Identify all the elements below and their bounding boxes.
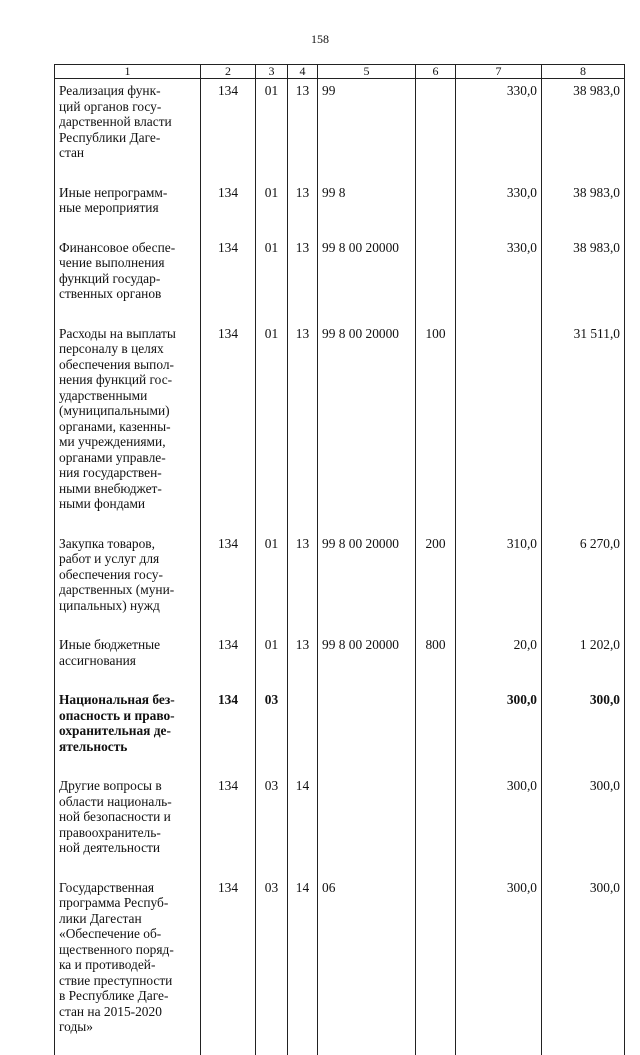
- row-name: Расходы на выплаты персоналу в целях обеспечения выпол- нения функций гос- ударственными (муниципальными) органами, казенны- ми учреждениями, органами управле- ния государствен- ными внебюджет- ными фондами: [55, 322, 201, 532]
- column-header-4: 4: [288, 65, 318, 79]
- table-row: [55, 876, 625, 1055]
- row-code-6: [416, 236, 456, 322]
- row-amount-8: 38 983,0: [542, 236, 625, 322]
- row-code-2: 134: [201, 633, 256, 688]
- table-row: [55, 322, 625, 532]
- row-code-2: 134: [201, 774, 256, 876]
- table-row: [55, 633, 625, 688]
- row-code-6: 200: [416, 532, 456, 634]
- row-code-2: 134: [201, 79, 256, 181]
- row-name: Государственная программа Респуб- лики Дагестан «Обеспечение об- щественного поряд- ка и противодей- ствие преступности в Республике Даге- стан на 2015-2020 годы»: [55, 876, 201, 1055]
- row-amount-8: 300,0: [542, 688, 625, 774]
- column-header-1: 1: [55, 65, 201, 79]
- row-amount-8: 38 983,0: [542, 79, 625, 181]
- row-code-3: 01: [256, 79, 288, 181]
- column-header-7: 7: [456, 65, 542, 79]
- row-name: Реализация функ- ций органов госу- дарственной власти Республики Даге- стан: [55, 79, 201, 181]
- row-code-5: 99 8 00 20000: [318, 532, 416, 634]
- row-code-3: 01: [256, 181, 288, 236]
- row-code-2: 134: [201, 532, 256, 634]
- row-code-4: [288, 688, 318, 774]
- row-name: Иные непрограмм- ные мероприятия: [55, 181, 201, 236]
- row-code-5: 99 8 00 20000: [318, 236, 416, 322]
- row-amount-7: 300,0: [456, 774, 542, 876]
- row-code-5: 99: [318, 79, 416, 181]
- row-code-5: [318, 688, 416, 774]
- row-code-4: 13: [288, 79, 318, 181]
- header-row: [55, 65, 625, 79]
- row-name: Закупка товаров, работ и услуг для обеспечения госу- дарственных (муни- ципальных) нужд: [55, 532, 201, 634]
- row-code-2: 134: [201, 181, 256, 236]
- row-code-5: 99 8 00 20000: [318, 322, 416, 532]
- row-amount-7: 310,0: [456, 532, 542, 634]
- row-code-5: 99 8: [318, 181, 416, 236]
- row-amount-8: 38 983,0: [542, 181, 625, 236]
- row-code-3: 03: [256, 876, 288, 1055]
- row-name: Национальная без- опасность и право- охранительная де- ятельность: [55, 688, 201, 774]
- row-code-6: [416, 876, 456, 1055]
- row-code-3: 01: [256, 532, 288, 634]
- row-amount-8: 300,0: [542, 774, 625, 876]
- row-amount-7: 330,0: [456, 236, 542, 322]
- row-code-3: 01: [256, 322, 288, 532]
- row-code-4: 14: [288, 774, 318, 876]
- row-amount-7: 330,0: [456, 79, 542, 181]
- row-amount-8: 31 511,0: [542, 322, 625, 532]
- row-code-6: [416, 774, 456, 876]
- row-amount-7: 300,0: [456, 876, 542, 1055]
- row-amount-7: 330,0: [456, 181, 542, 236]
- row-code-5: 99 8 00 20000: [318, 633, 416, 688]
- row-code-6: [416, 688, 456, 774]
- budget-table: [54, 64, 625, 1055]
- row-code-3: 03: [256, 774, 288, 876]
- row-code-4: 13: [288, 181, 318, 236]
- row-amount-7: 20,0: [456, 633, 542, 688]
- row-code-3: 01: [256, 633, 288, 688]
- row-code-5: 06: [318, 876, 416, 1055]
- row-code-2: 134: [201, 322, 256, 532]
- row-code-2: 134: [201, 688, 256, 774]
- row-code-3: 03: [256, 688, 288, 774]
- row-name: Финансовое обеспе- чение выполнения функций государ- ственных органов: [55, 236, 201, 322]
- row-code-5: [318, 774, 416, 876]
- row-amount-7: [456, 322, 542, 532]
- row-code-6: 800: [416, 633, 456, 688]
- column-header-8: 8: [542, 65, 625, 79]
- row-amount-8: 1 202,0: [542, 633, 625, 688]
- row-amount-7: 300,0: [456, 688, 542, 774]
- row-amount-8: 300,0: [542, 876, 625, 1055]
- row-code-6: 100: [416, 322, 456, 532]
- table-row: [55, 181, 625, 236]
- column-header-6: 6: [416, 65, 456, 79]
- table-row: [55, 532, 625, 634]
- table-row: [55, 236, 625, 322]
- table-row: [55, 688, 625, 774]
- row-code-4: 13: [288, 532, 318, 634]
- page-number: 158: [311, 32, 329, 46]
- table-row: [55, 774, 625, 876]
- column-header-2: 2: [201, 65, 256, 79]
- row-name: Другие вопросы в области националь- ной безопасности и правоохранитель- ной деятельности: [55, 774, 201, 876]
- row-code-4: 13: [288, 633, 318, 688]
- row-code-4: 13: [288, 322, 318, 532]
- row-code-6: [416, 79, 456, 181]
- row-code-4: 13: [288, 236, 318, 322]
- row-code-4: 14: [288, 876, 318, 1055]
- table-row: [55, 79, 625, 181]
- column-header-5: 5: [318, 65, 416, 79]
- row-code-3: 01: [256, 236, 288, 322]
- row-code-6: [416, 181, 456, 236]
- row-code-2: 134: [201, 876, 256, 1055]
- row-code-2: 134: [201, 236, 256, 322]
- column-header-3: 3: [256, 65, 288, 79]
- row-name: Иные бюджетные ассигнования: [55, 633, 201, 688]
- table-body: [55, 79, 625, 1055]
- row-amount-8: 6 270,0: [542, 532, 625, 634]
